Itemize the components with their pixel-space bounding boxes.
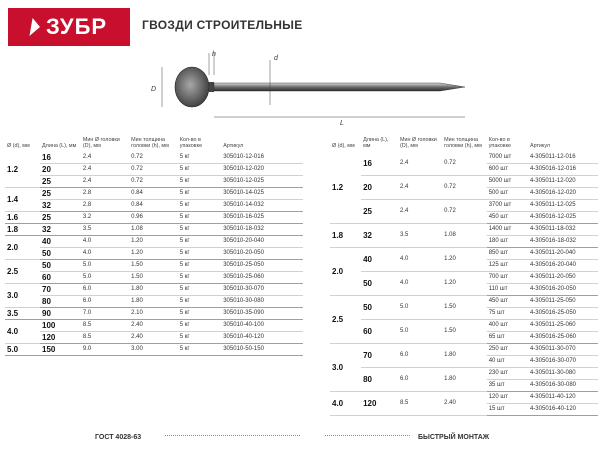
head-diameter-cell: 4.0: [398, 248, 442, 272]
head-thickness-cell: 1.80: [442, 368, 487, 392]
head-thickness-cell: 2.40: [442, 392, 487, 416]
length-cell: 16: [361, 152, 398, 176]
head-diameter-cell: 2.8: [81, 188, 129, 200]
length-cell: 16: [40, 152, 81, 164]
footer-mount: БЫСТРЫЙ МОНТАЖ: [418, 434, 490, 441]
table-row: [330, 368, 598, 380]
column-header: Мин Ø головки (D), мм: [399, 137, 437, 149]
head-diameter-cell: 5.0: [81, 260, 129, 272]
article-cell: 4-305016-30-080: [528, 380, 598, 392]
table-row: [5, 320, 303, 332]
article-cell: 305010-50-150: [221, 344, 303, 356]
length-cell: 100: [40, 320, 81, 332]
head-diameter-cell: 4.0: [81, 236, 129, 248]
head-diameter-cell: 8.5: [398, 392, 442, 416]
table-row: [5, 236, 303, 248]
head-diameter-cell: 8.5: [81, 332, 129, 344]
head-thickness-cell: 0.84: [129, 200, 178, 212]
article-cell: 4-305011-12-016: [528, 152, 598, 164]
diameter-cell: 3.5: [5, 308, 40, 320]
table-row: [5, 224, 303, 236]
head-diameter-cell: 4.0: [81, 248, 129, 260]
length-cell: 32: [40, 200, 81, 212]
diameter-cell: 2.0: [5, 236, 40, 260]
diameter-cell: 1.6: [5, 212, 40, 224]
column-header: Ø (d), мм: [7, 143, 30, 149]
quantity-cell: 180 шт: [487, 236, 528, 248]
table-row: [5, 308, 303, 320]
head-thickness-cell: 1.08: [129, 224, 178, 236]
article-cell: 305010-20-040: [221, 236, 303, 248]
quantity-cell: 5 кг: [178, 224, 221, 236]
quantity-cell: 120 шт: [487, 392, 528, 404]
page-title: ГВОЗДИ СТРОИТЕЛЬНЫЕ: [142, 18, 303, 32]
article-cell: 305010-14-032: [221, 200, 303, 212]
quantity-cell: 7000 шт: [487, 152, 528, 164]
diameter-cell: 5.0: [5, 344, 40, 356]
head-diameter-cell: 8.5: [81, 320, 129, 332]
right-spec-table: [330, 137, 598, 416]
quantity-cell: 5 кг: [178, 260, 221, 272]
table-row: [5, 248, 303, 260]
quantity-cell: 5 кг: [178, 200, 221, 212]
head-thickness-cell: 1.50: [442, 320, 487, 344]
length-cell: 50: [40, 260, 81, 272]
quantity-cell: 15 шт: [487, 404, 528, 416]
article-cell: 305010-14-025: [221, 188, 303, 200]
article-cell: 4-305016-25-050: [528, 308, 598, 320]
head-diameter-cell: 3.5: [398, 224, 442, 248]
head-diameter-cell: 2.8: [81, 200, 129, 212]
article-cell: 305010-40-120: [221, 332, 303, 344]
article-cell: 4-305016-12-020: [528, 188, 598, 200]
quantity-cell: 40 шт: [487, 356, 528, 368]
quantity-cell: 5 кг: [178, 344, 221, 356]
column-header: Артикул: [529, 143, 551, 149]
table-row: [330, 296, 598, 308]
head-thickness-cell: 1.80: [442, 344, 487, 368]
quantity-cell: 5 кг: [178, 188, 221, 200]
length-cell: 25: [40, 188, 81, 200]
length-cell: 25: [40, 212, 81, 224]
length-cell: 20: [40, 164, 81, 176]
head-thickness-cell: 0.84: [129, 188, 178, 200]
quantity-cell: 5 кг: [178, 152, 221, 164]
head-thickness-cell: 0.72: [442, 152, 487, 176]
diameter-cell: 4.0: [330, 392, 361, 416]
article-cell: 305010-12-016: [221, 152, 303, 164]
length-cell: 60: [361, 320, 398, 344]
length-cell: 80: [40, 296, 81, 308]
quantity-cell: 450 шт: [487, 212, 528, 224]
quantity-cell: 600 шт: [487, 164, 528, 176]
table-row: [5, 164, 303, 176]
head-diameter-cell: 6.0: [398, 368, 442, 392]
length-cell: 90: [40, 308, 81, 320]
column-header: Длина (L), мм: [42, 143, 77, 149]
article-cell: 4-305016-12-016: [528, 164, 598, 176]
column-header: Мин Ø головки (D), мм: [82, 137, 120, 149]
head-thickness-cell: 2.40: [129, 320, 178, 332]
diameter-cell: 1.4: [5, 188, 40, 212]
quantity-cell: 230 шт: [487, 368, 528, 380]
head-diameter-cell: 2.4: [81, 164, 129, 176]
quantity-cell: 1400 шт: [487, 224, 528, 236]
length-cell: 120: [361, 392, 398, 416]
table-row: [330, 176, 598, 188]
article-cell: 305010-12-020: [221, 164, 303, 176]
column-header: Длина (L), мм: [363, 137, 389, 149]
article-cell: 4-305016-40-120: [528, 404, 598, 416]
article-cell: 305010-25-060: [221, 272, 303, 284]
length-cell: 20: [361, 176, 398, 200]
quantity-cell: 65 шт: [487, 332, 528, 344]
article-cell: 4-305016-25-060: [528, 332, 598, 344]
article-cell: 4-305011-18-032: [528, 224, 598, 236]
nail-head-icon: [175, 67, 209, 107]
table-row: [5, 284, 303, 296]
length-cell: 120: [40, 332, 81, 344]
quantity-cell: 5 кг: [178, 296, 221, 308]
brand-logo: [8, 8, 130, 46]
head-diameter-cell: 7.0: [81, 308, 129, 320]
label-h: h: [212, 51, 216, 58]
quantity-cell: 5 кг: [178, 320, 221, 332]
length-cell: 25: [40, 176, 81, 188]
column-header: Кол-во в упаковке: [179, 137, 203, 149]
quantity-cell: 5 кг: [178, 284, 221, 296]
table-row: [5, 344, 303, 356]
article-cell: 4-305016-12-025: [528, 212, 598, 224]
footer-divider: [165, 435, 300, 436]
table-row: [5, 272, 303, 284]
nail-diagram: [140, 45, 470, 130]
table-row: [330, 248, 598, 260]
quantity-cell: 5 кг: [178, 308, 221, 320]
length-cell: 80: [361, 368, 398, 392]
quantity-cell: 5 кг: [178, 248, 221, 260]
diameter-cell: 1.8: [330, 224, 361, 248]
table-row: [5, 176, 303, 188]
head-thickness-cell: 1.50: [129, 272, 178, 284]
quantity-cell: 5 кг: [178, 272, 221, 284]
brand-arrow-icon: [29, 18, 41, 36]
head-thickness-cell: 0.72: [129, 164, 178, 176]
column-header: Ø (d), мм: [332, 143, 355, 149]
length-cell: 32: [40, 224, 81, 236]
diameter-cell: 2.5: [330, 296, 361, 344]
length-cell: 150: [40, 344, 81, 356]
length-cell: 50: [40, 248, 81, 260]
article-cell: 4-305011-40-120: [528, 392, 598, 404]
article-cell: 305010-30-080: [221, 296, 303, 308]
length-cell: 70: [361, 344, 398, 368]
article-cell: 4-305011-30-070: [528, 344, 598, 356]
article-cell: 305010-30-070: [221, 284, 303, 296]
article-cell: 305010-20-050: [221, 248, 303, 260]
diameter-cell: 4.0: [5, 320, 40, 344]
article-cell: 4-305011-25-060: [528, 320, 598, 332]
table-row: [5, 260, 303, 272]
article-cell: 4-305016-20-050: [528, 284, 598, 296]
head-thickness-cell: 2.10: [129, 308, 178, 320]
head-thickness-cell: 1.08: [442, 224, 487, 248]
length-cell: 60: [40, 272, 81, 284]
quantity-cell: 850 шт: [487, 248, 528, 260]
head-thickness-cell: 1.80: [129, 284, 178, 296]
quantity-cell: 5000 шт: [487, 176, 528, 188]
diameter-cell: 1.8: [5, 224, 40, 236]
quantity-cell: 5 кг: [178, 212, 221, 224]
article-cell: 4-305011-12-020: [528, 176, 598, 188]
head-diameter-cell: 3.5: [81, 224, 129, 236]
quantity-cell: 500 шт: [487, 188, 528, 200]
head-thickness-cell: 0.72: [129, 152, 178, 164]
head-thickness-cell: 1.20: [129, 236, 178, 248]
table-row: [5, 152, 303, 164]
article-cell: 305010-16-025: [221, 212, 303, 224]
diameter-cell: 3.0: [330, 344, 361, 392]
head-diameter-cell: 6.0: [398, 344, 442, 368]
table-row: [5, 332, 303, 344]
head-diameter-cell: 6.0: [81, 296, 129, 308]
table-row: [5, 188, 303, 200]
left-spec-table: [5, 137, 303, 356]
nail-shank-icon: [214, 83, 465, 91]
head-thickness-cell: 0.72: [442, 176, 487, 200]
head-thickness-cell: 1.80: [129, 296, 178, 308]
quantity-cell: 5 кг: [178, 176, 221, 188]
table-row: [330, 200, 598, 212]
length-cell: 40: [40, 236, 81, 248]
quantity-cell: 700 шт: [487, 272, 528, 284]
diameter-cell: 1.2: [330, 152, 361, 224]
head-diameter-cell: 2.4: [81, 152, 129, 164]
head-diameter-cell: 9.0: [81, 344, 129, 356]
length-cell: 25: [361, 200, 398, 224]
head-thickness-cell: 1.50: [442, 296, 487, 320]
quantity-cell: 400 шт: [487, 320, 528, 332]
head-diameter-cell: 6.0: [81, 284, 129, 296]
head-thickness-cell: 0.72: [129, 176, 178, 188]
head-thickness-cell: 1.20: [442, 272, 487, 296]
quantity-cell: 5 кг: [178, 332, 221, 344]
head-thickness-cell: 0.72: [442, 200, 487, 224]
table-row: [330, 320, 598, 332]
quantity-cell: 5 кг: [178, 236, 221, 248]
head-diameter-cell: 4.0: [398, 272, 442, 296]
article-cell: 4-305016-20-040: [528, 260, 598, 272]
footer-divider: [325, 435, 410, 436]
head-thickness-cell: 1.20: [442, 248, 487, 272]
head-diameter-cell: 2.4: [81, 176, 129, 188]
article-cell: 305010-25-050: [221, 260, 303, 272]
table-row: [5, 200, 303, 212]
table-row: [330, 224, 598, 236]
table-row: [330, 272, 598, 284]
article-cell: 305010-40-100: [221, 320, 303, 332]
table-row: [330, 152, 598, 164]
head-thickness-cell: 1.50: [129, 260, 178, 272]
article-cell: 4-305016-30-070: [528, 356, 598, 368]
length-cell: 32: [361, 224, 398, 248]
quantity-cell: 75 шт: [487, 308, 528, 320]
table-row: [330, 392, 598, 404]
article-cell: 4-305011-12-025: [528, 200, 598, 212]
quantity-cell: 3700 шт: [487, 200, 528, 212]
length-cell: 50: [361, 272, 398, 296]
head-thickness-cell: 3.00: [129, 344, 178, 356]
head-thickness-cell: 1.20: [129, 248, 178, 260]
article-cell: 4-305016-18-032: [528, 236, 598, 248]
length-cell: 40: [361, 248, 398, 272]
head-diameter-cell: 5.0: [81, 272, 129, 284]
article-cell: 305010-12-025: [221, 176, 303, 188]
head-diameter-cell: 3.2: [81, 212, 129, 224]
quantity-cell: 125 шт: [487, 260, 528, 272]
footer-gost: ГОСТ 4028-63: [95, 434, 142, 441]
table-row: [330, 344, 598, 356]
quantity-cell: 110 шт: [487, 284, 528, 296]
label-L: L: [340, 120, 344, 127]
article-cell: 305010-35-090: [221, 308, 303, 320]
length-cell: 50: [361, 296, 398, 320]
article-cell: 4-305011-25-050: [528, 296, 598, 308]
quantity-cell: 450 шт: [487, 296, 528, 308]
article-cell: 4-305011-20-040: [528, 248, 598, 260]
label-D: D: [151, 86, 157, 93]
diameter-cell: 1.2: [5, 152, 40, 188]
column-header: Мин толщина головки (h), мм: [131, 137, 169, 149]
article-cell: 4-305011-20-050: [528, 272, 598, 284]
diameter-cell: 2.5: [5, 260, 40, 284]
article-cell: 4-305011-30-080: [528, 368, 598, 380]
article-cell: 305010-18-032: [221, 224, 303, 236]
quantity-cell: 5 кг: [178, 164, 221, 176]
head-thickness-cell: 2.40: [129, 332, 178, 344]
head-diameter-cell: 2.4: [398, 200, 442, 224]
column-header: Кол-во в упаковке: [488, 137, 512, 149]
column-header: Мин толщина головки (h), мм: [444, 137, 482, 149]
diameter-cell: 3.0: [5, 284, 40, 308]
length-cell: 70: [40, 284, 81, 296]
quantity-cell: 35 шт: [487, 380, 528, 392]
head-thickness-cell: 0.96: [129, 212, 178, 224]
column-header: Артикул: [223, 143, 244, 149]
head-diameter-cell: 5.0: [398, 296, 442, 320]
brand-logo-text: ЗУБР: [45, 14, 108, 39]
head-diameter-cell: 2.4: [398, 152, 442, 176]
table-row: [5, 296, 303, 308]
quantity-cell: 250 шт: [487, 344, 528, 356]
label-d: d: [274, 55, 278, 62]
table-row: [5, 212, 303, 224]
head-diameter-cell: 2.4: [398, 176, 442, 200]
head-diameter-cell: 5.0: [398, 320, 442, 344]
diameter-cell: 2.0: [330, 248, 361, 296]
